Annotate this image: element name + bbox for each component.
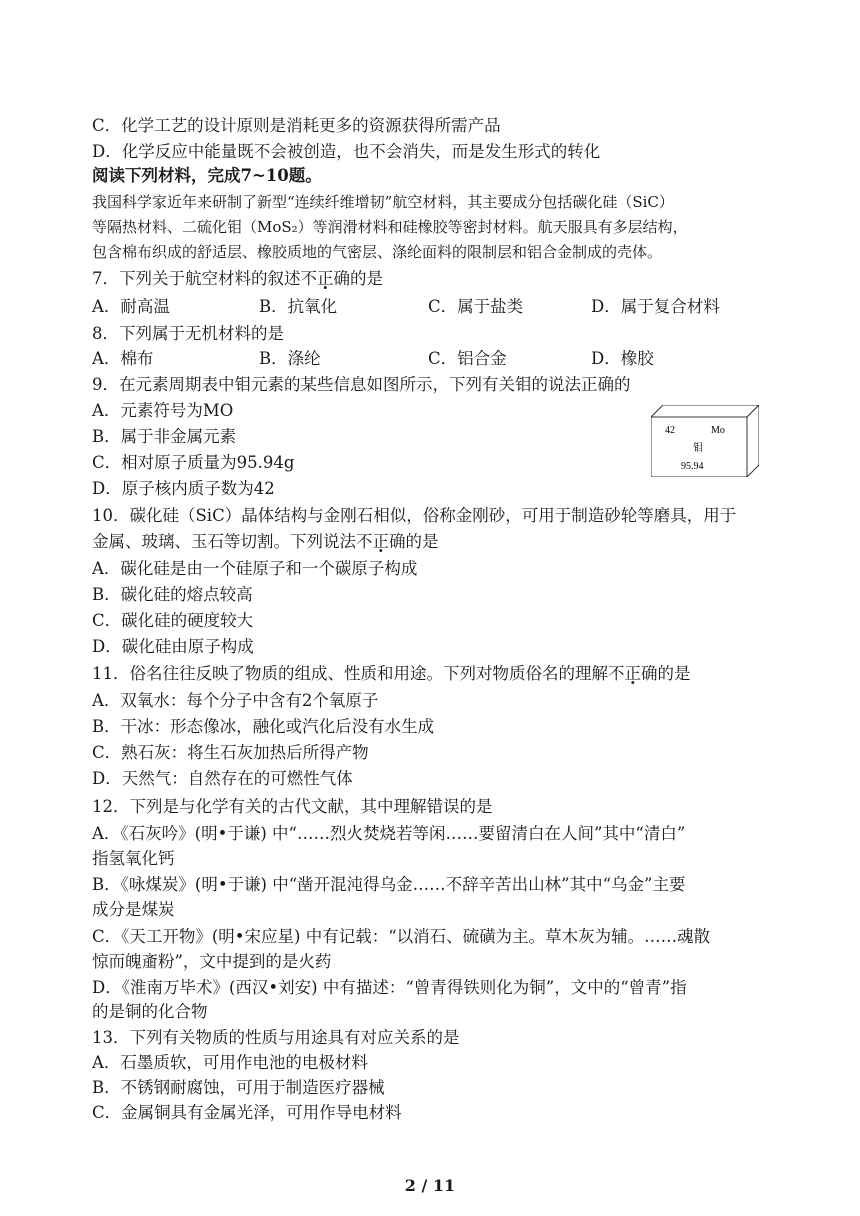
q12-option-c-2: 惊而魄齑粉”，文中提到的是火药 xyxy=(92,952,332,971)
q10-option-d: D．碳化硅由原子构成 xyxy=(92,637,254,656)
q7-emphasis: 不正确 xyxy=(300,269,350,288)
q12-stem: 12．下列是与化学有关的古代文献，其中理解错误的是 xyxy=(92,797,493,816)
q10-stem-text: 金属、玻璃、玉石等切割。下列说法 xyxy=(92,532,356,551)
q13-option-a: A．石墨质软，可用作电池的电极材料 xyxy=(92,1053,368,1072)
page-number: 2 / 11 xyxy=(404,1176,456,1195)
q8-option-d: D．橡胶 xyxy=(591,349,654,368)
q6-option-c: C．化学工艺的设计原则是消耗更多的资源获得所需产品 xyxy=(92,116,501,135)
q7-stem xyxy=(92,267,383,291)
q9-option-a: A．元素符号为MO xyxy=(92,401,234,420)
q10-option-b: B．碳化硅的熔点较高 xyxy=(92,585,253,604)
q11-emphasis: 不正确 xyxy=(608,664,658,683)
q12-option-c-1: C．《天工开物》(明•宋应星) 中有记载：“以消石、硫磺为主。草木灰为辅。……魂散 xyxy=(92,927,711,946)
q10-stem-2 xyxy=(92,530,439,554)
q10-emphasis: 不正确 xyxy=(356,532,406,551)
q8-option-b: B．涤纶 xyxy=(259,349,321,368)
q11-stem-end: 的是 xyxy=(657,664,691,683)
q9-option-d: D．原子核内质子数为42 xyxy=(92,479,275,498)
element-symbol: Mo xyxy=(711,425,725,436)
element-name: 钼 xyxy=(693,443,703,454)
q12-option-b-1: B．《咏煤炭》(明•于谦) 中“凿开混沌得乌金……不辞辛苦出山林”其中“乌金”主要 xyxy=(92,875,686,894)
q7-option-b: B．抗氧化 xyxy=(259,297,338,316)
q7-option-c: C．属于盐类 xyxy=(428,297,524,316)
material-line-2: 等隔热材料、二硫化钼（MoS₂）等润滑材料和硅橡胶等密封材料。航天服具有多层结构， xyxy=(92,218,688,236)
q10-stem-1: 10．碳化硅（SiC）晶体结构与金刚石相似，俗称金刚砂，可用于制造砂轮等磨具，用于 xyxy=(92,506,737,525)
q11-stem xyxy=(92,662,691,686)
q10-option-a: A．碳化硅是由一个硅原子和一个碳原子构成 xyxy=(92,559,418,578)
q10-option-c: C．碳化硅的硬度较大 xyxy=(92,611,254,630)
q7-stem-text: 7．下列关于航空材料的叙述 xyxy=(92,269,301,288)
material-line-1: 我国科学家近年来研制了新型“连续纤维增韧”航空材料，其主要成分包括碳化硅（SiC） xyxy=(92,193,674,211)
element-number: 42 xyxy=(665,425,675,436)
q9-option-c: C．相对原子质量为95.94g xyxy=(92,453,295,472)
q12-option-a-1: A．《石灰吟》(明•于谦) 中“……烈火焚烧若等闲……要留清白在人间”其中“清白” xyxy=(92,824,686,843)
q13-option-b: B．不锈钢耐腐蚀，可用于制造医疗器械 xyxy=(92,1078,385,1097)
q8-option-c: C．铝合金 xyxy=(428,349,507,368)
q10-stem-end: 的是 xyxy=(405,532,439,551)
reading-instruction: 阅读下列材料，完成7~10题。 xyxy=(92,166,322,185)
element-mass: 95.94 xyxy=(681,461,704,472)
q11-option-b: B．干冰：形态像冰，融化或汽化后没有水生成 xyxy=(92,717,435,736)
q11-option-d: D．天然气：自然存在的可燃性气体 xyxy=(92,769,353,788)
q11-stem-text: 11．俗名往往反映了物质的组成、性质和用途。下列对物质俗名的理解 xyxy=(92,664,608,683)
q9-stem: 9．在元素周期表中钼元素的某些信息如图所示，下列有关钼的说法正确的 xyxy=(92,375,631,394)
material-line-3: 包含棉布织成的舒适层、橡胶质地的气密层、涤纶面料的限制层和铝合金制成的壳体。 xyxy=(92,243,663,261)
q7-option-d: D．属于复合材料 xyxy=(591,297,720,316)
q11-option-c: C．熟石灰：将生石灰加热后所得产物 xyxy=(92,743,369,762)
q12-option-b-2: 成分是煤炭 xyxy=(92,900,175,919)
q12-option-d-1: D．《淮南万毕术》(西汉•刘安) 中有描述：“曾青得铁则化为铜”，文中的“曾青”指 xyxy=(92,978,687,997)
q8-stem: 8．下列属于无机材料的是 xyxy=(92,324,284,343)
q12-option-a-2: 指氢氧化钙 xyxy=(92,849,175,868)
q7-stem-end: 的是 xyxy=(350,269,383,288)
q7-option-a: A．耐高温 xyxy=(92,297,170,316)
q6-option-d: D．化学反应中能量既不会被创造，也不会消失，而是发生形式的转化 xyxy=(92,142,601,161)
q12-option-d-2: 的是铜的化合物 xyxy=(92,1002,208,1021)
q13-option-c: C．金属铜具有金属光泽，可用作导电材料 xyxy=(92,1103,402,1122)
q8-option-a: A．棉布 xyxy=(92,349,154,368)
q9-option-b: B．属于非金属元素 xyxy=(92,427,237,446)
q13-stem: 13．下列有关物质的性质与用途具有对应关系的是 xyxy=(92,1028,460,1047)
periodic-element-figure xyxy=(651,405,759,477)
q11-option-a: A．双氧水：每个分子中含有2个氧原子 xyxy=(92,691,379,710)
